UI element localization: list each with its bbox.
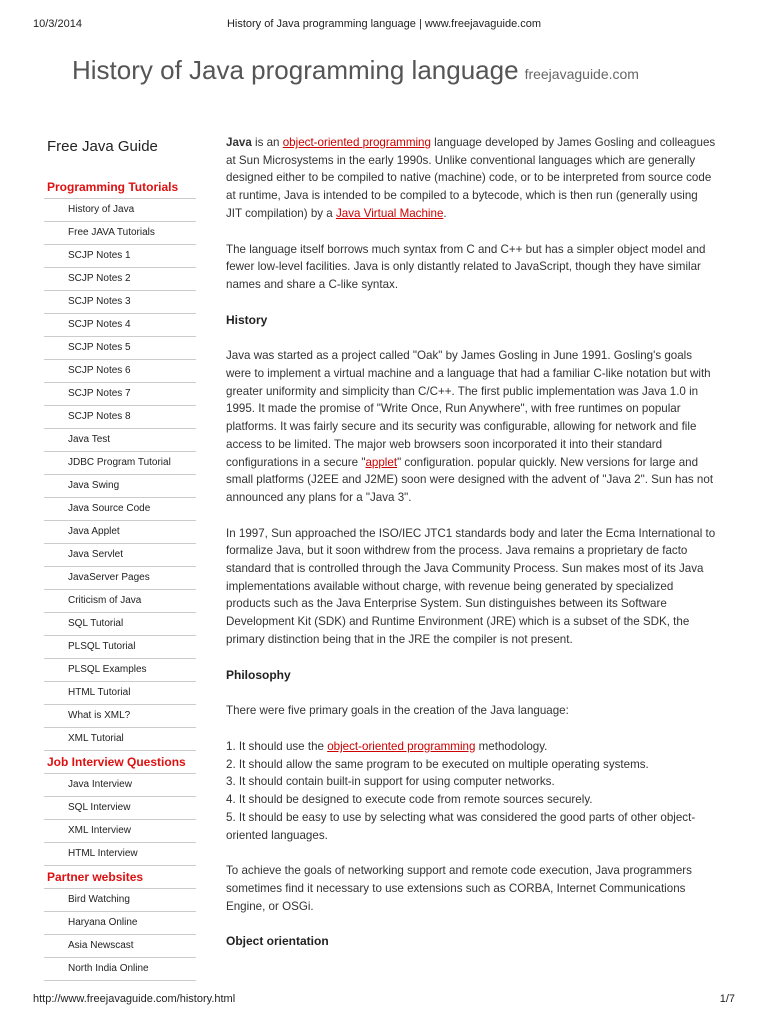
sidebar-link[interactable]: Haryana Online (44, 912, 196, 935)
site-title (72, 55, 639, 86)
sidebar-link[interactable]: Java Applet (44, 521, 196, 544)
sidebar-link[interactable]: Java Servlet (44, 544, 196, 567)
sidebar-link[interactable]: SCJP Notes 7 (44, 383, 196, 406)
sidebar-link[interactable]: Free JAVA Tutorials (44, 222, 196, 245)
sidebar-link[interactable]: SCJP Notes 3 (44, 291, 196, 314)
site-domain: freejavaguide.com (524, 66, 639, 82)
text-span: . (443, 206, 447, 220)
sidebar-link[interactable]: Asia Newscast (44, 935, 196, 958)
link-applet[interactable]: applet (365, 455, 398, 469)
sidebar-link[interactable]: SQL Interview (44, 797, 196, 820)
sidebar-link[interactable]: History of Java (44, 199, 196, 222)
sidebar-section-title: Job Interview Questions (44, 751, 196, 774)
sidebar-link[interactable]: SCJP Notes 6 (44, 360, 196, 383)
print-page-number: 1/7 (719, 993, 735, 1005)
intro-paragraph (226, 134, 716, 223)
sidebar-link[interactable]: HTML Tutorial (44, 682, 196, 705)
sidebar-link[interactable]: JDBC Program Tutorial (44, 452, 196, 475)
sidebar-link[interactable]: SCJP Notes 5 (44, 337, 196, 360)
philosophy-intro: There were five primary goals in the creation of the Java language: (226, 704, 569, 718)
sidebar-link[interactable]: SCJP Notes 2 (44, 268, 196, 291)
print-url: http://www.freejavaguide.com/history.html (33, 993, 236, 1005)
sidebar-section-title: Programming Tutorials (44, 176, 196, 199)
goal-1 (226, 738, 716, 756)
sidebar-link[interactable]: Bird Watching (44, 889, 196, 912)
text-span: " configuration. popular quickly. New versions for large and small platforms (J2EE and J2ME) soon were designed with the advent of "Java 2". Sun has not announced any plans for a "Java 3". (226, 455, 714, 504)
object-orientation-heading: Object orientation (226, 934, 329, 949)
history-heading: History (226, 312, 268, 327)
sidebar-link[interactable]: HTML Interview (44, 843, 196, 866)
text-span: 1. It should use the (226, 739, 328, 753)
syntax-paragraph: The language itself borrows much syntax from C and C++ but has a simpler object model and fewer low-level facilities. Java is only distantly related to JavaScript, though they have similar names and share a C-like syntax. (226, 242, 706, 291)
sidebar-link[interactable]: SQL Tutorial (44, 613, 196, 636)
sidebar-link[interactable]: XML Tutorial (44, 728, 196, 751)
sidebar-link[interactable]: SCJP Notes 8 (44, 406, 196, 429)
link-java-virtual-machine[interactable]: Java Virtual Machine (335, 206, 444, 220)
philosophy-heading: Philosophy (226, 667, 291, 682)
link-object-oriented-programming[interactable]: object-oriented programming (282, 136, 431, 149)
sidebar-link[interactable]: Criticism of Java (44, 590, 196, 613)
sidebar-link[interactable]: PLSQL Examples (44, 659, 196, 682)
history-paragraph-1 (226, 347, 716, 506)
sidebar-link[interactable]: What is XML? (44, 705, 196, 728)
sidebar-link[interactable]: Java Test (44, 429, 196, 452)
page-title: History of Java programming language (72, 55, 519, 85)
sidebar-link[interactable]: Java Source Code (44, 498, 196, 521)
text-span: methodology. (475, 739, 548, 753)
java-bold: Java (226, 136, 252, 149)
goal-3: 3. It should contain built-in support for using computer networks. (226, 775, 555, 789)
print-date: 10/3/2014 (33, 18, 82, 30)
text-span: Java was started as a project called "Oak" by James Gosling in June 1991. Gosling's goals were to implement a virtual machine and a language that had a familiar C-like notation but with greater uniformity and simplicity than C/C++. The first public implementation was Java 1.0 in 1995. It made the promise of "Write Once, Run Anywhere", with free runtimes on popular platforms. It was fairly secure and its security was configurable, allowing for network and file access to be limited. The major web browsers soon incorporated it into their standard configurations in a secure " (226, 349, 711, 469)
sidebar-heading: Free Java Guide (47, 138, 158, 155)
sidebar-link[interactable]: Java Swing (44, 475, 196, 498)
text-span: is an (251, 136, 283, 149)
sidebar-link[interactable]: JavaServer Pages (44, 567, 196, 590)
sidebar-link[interactable]: SCJP Notes 4 (44, 314, 196, 337)
link-object-oriented-programming-2[interactable]: object-oriented programming (327, 739, 476, 753)
sidebar-link[interactable]: North India Online (44, 958, 196, 981)
main-content (226, 134, 716, 969)
sidebar-section-title: Partner websites (44, 866, 196, 889)
print-page-title: History of Java programming language | www.freejavaguide.com (226, 18, 542, 30)
text-span: language developed by James Gosling and colleagues at Sun Microsystems in the early 1990s. Unlike conventional languages which are generally designed either to be compiled to native (machine) code, or to be interpreted from source code at runtime, Java is intended to be compiled to a bytecode, which is then run (generally using JIT compilation) by a (226, 136, 716, 220)
goal-5: 5. It should be easy to use by selecting what was considered the good parts of other object-oriented languages. (226, 810, 696, 842)
sidebar (44, 136, 196, 981)
sidebar-link[interactable]: SCJP Notes 1 (44, 245, 196, 268)
goal-4: 4. It should be designed to execute code from remote sources securely. (226, 793, 593, 807)
goals-list (226, 738, 716, 844)
sidebar-link[interactable]: XML Interview (44, 820, 196, 843)
philosophy-paragraph-2: To achieve the goals of networking support and remote code execution, Java programmers sometimes find it necessary to use extensions such as CORBA, Internet Communications Engine, or OSGi. (226, 864, 692, 913)
sidebar-link[interactable]: Java Interview (44, 774, 196, 797)
goal-2: 2. It should allow the same program to be executed on multiple operating systems. (226, 757, 649, 771)
history-paragraph-2: In 1997, Sun approached the ISO/IEC JTC1 standards body and later the Ecma International to formalize Java, but it soon withdrew from the process. Java remains a proprietary de facto standard that is controlled through the Java Community Process. Sun makes most of its Java implementations available without charge, with revenue being generated by specialized products such as the Java Enterprise System. Sun distinguishes between its Software Development Kit (SDK) and Runtime Environment (JRE) which is a subset of the SDK, the primary distinction being that in the JRE the compiler is not present. (226, 526, 716, 646)
sidebar-link[interactable]: PLSQL Tutorial (44, 636, 196, 659)
